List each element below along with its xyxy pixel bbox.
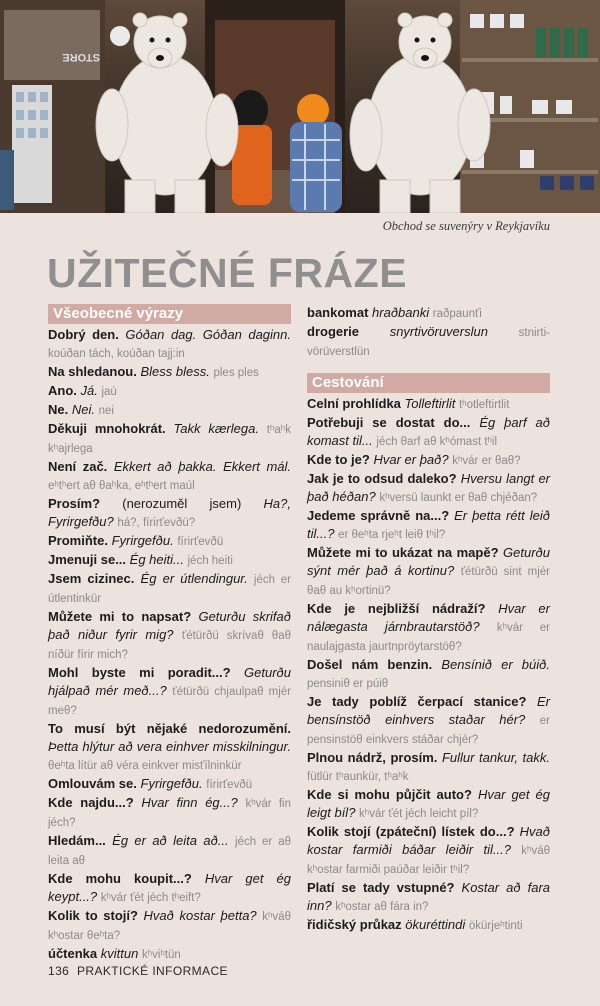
phrase-pronunciation: kʰvár fin jéch? bbox=[48, 798, 291, 829]
phrase-pronunciation: jaú bbox=[101, 386, 117, 398]
phrase-entry bbox=[307, 414, 550, 451]
phrase-pronunciation: jéch heiti bbox=[187, 555, 233, 567]
phrase-entry bbox=[48, 401, 291, 420]
phrase-pronunciation: er θeʰta rjeʰt leiθ tʰil? bbox=[338, 529, 446, 541]
phrase-entry bbox=[48, 775, 291, 794]
phrase-icelandic: Hvar get ég keypt...? bbox=[48, 871, 292, 904]
phrase-czech: Ano. bbox=[48, 383, 77, 398]
phrase-icelandic: Fullur tankur, takk. bbox=[441, 750, 550, 765]
phrase-pronunciation: kʰváθ kʰostar farmiði paúðar leiðir tʰil? bbox=[307, 845, 550, 876]
phrase-czech: Kde je nejbližší nádraží? bbox=[307, 601, 486, 616]
continued-phrases-list bbox=[307, 304, 550, 361]
phrase-entry bbox=[48, 794, 291, 832]
phrase-czech: Je tady poblíž čerpací stanice? bbox=[307, 694, 527, 709]
phrase-czech: Můžete mi to ukázat na mapě? bbox=[307, 545, 499, 560]
phrase-icelandic: Já. bbox=[80, 383, 98, 398]
cover-photo bbox=[0, 0, 600, 213]
phrase-entry bbox=[307, 916, 550, 935]
phrase-pronunciation: kʰviʰtün bbox=[141, 949, 181, 961]
phrase-czech: Platí se tady vstupné? bbox=[307, 880, 455, 895]
phrase-entry bbox=[48, 420, 291, 458]
phrase-pronunciation: kʰostar aθ fára in? bbox=[335, 901, 429, 913]
phrase-pronunciation: ťétürðü sint mjér θaθ au kʰortinü? bbox=[307, 566, 550, 597]
phrase-entry bbox=[48, 608, 291, 664]
phrase-czech: Mohl byste mi poradit...? bbox=[48, 665, 231, 680]
phrase-pronunciation: nei bbox=[98, 405, 114, 417]
phrase-entry bbox=[307, 786, 550, 823]
phrase-entry bbox=[48, 570, 291, 608]
phrase-czech: Celní prohlídka bbox=[307, 396, 401, 411]
photo-caption: Obchod se suvenýry v Reykjavíku bbox=[382, 219, 550, 233]
phrase-pronunciation: kʰversü launkt er θaθ chjéðan? bbox=[379, 492, 538, 504]
phrase-entry bbox=[48, 551, 291, 570]
phrase-czech: řidičský průkaz bbox=[307, 917, 402, 932]
phrase-icelandic: Ha?, Fyrirgefðu? bbox=[48, 496, 291, 529]
phrase-icelandic: Takk kærlega. bbox=[173, 421, 259, 436]
phrase-pronunciation: fütlür tʰaunkür, tʰaʰk bbox=[307, 771, 409, 783]
phrase-icelandic: hraðbanki bbox=[372, 305, 430, 320]
phrase-entry bbox=[307, 656, 550, 693]
phrase-pronunciation: raðpaunťi bbox=[432, 308, 482, 320]
phrase-icelandic: Geturðu skrifað það niður fyrir mig? bbox=[48, 609, 291, 642]
phrase-icelandic: Hvar er nálægasta járnbrautarstöð? bbox=[307, 601, 550, 634]
phrase-icelandic: Hversu langt er það héðan? bbox=[307, 471, 550, 504]
phrase-entry bbox=[307, 323, 550, 361]
phrase-icelandic: Hvar get ég leigt bíl? bbox=[307, 787, 550, 820]
phrase-czech: Ne. bbox=[48, 402, 69, 417]
phrase-entry bbox=[48, 363, 291, 382]
phrase-czech: Kde si mohu půjčit auto? bbox=[307, 787, 472, 802]
phrase-entry bbox=[307, 507, 550, 544]
phrase-entry bbox=[48, 870, 291, 907]
page-number: 136 bbox=[48, 964, 70, 978]
phrase-icelandic: Er bensínstöð einhvers staðar hér? bbox=[307, 694, 550, 727]
phrase-czech: Děkuji mnohokrát. bbox=[48, 421, 166, 436]
phrase-pronunciation: ples ples bbox=[213, 367, 259, 379]
phrase-czech: Na shledanou. bbox=[48, 364, 137, 379]
phrase-czech: účtenka bbox=[48, 946, 98, 961]
section-heading-general: Všeobecné výrazy bbox=[48, 304, 291, 324]
phrase-icelandic: ökuréttindi bbox=[405, 917, 466, 932]
phrase-czech: Hledám... bbox=[48, 833, 106, 848]
phrase-pronunciation: θeʰta lítür aθ véra einkver misťílninkür bbox=[48, 760, 242, 772]
phrase-pronunciation: er pensinstöθ einkvers stáðar chjér? bbox=[307, 715, 550, 746]
phrase-pronunciation: ťétürðü chjaulpaθ mjér meθ? bbox=[48, 686, 291, 717]
phrase-entry bbox=[48, 458, 291, 495]
phrase-pronunciation: kʰvár ťét jéch leicht píl? bbox=[359, 808, 479, 820]
phrase-pronunciation: kʰvár er θaθ? bbox=[452, 455, 521, 467]
phrase-czech: Není zač. bbox=[48, 459, 108, 474]
phrase-czech: bankomat bbox=[307, 305, 369, 320]
phrase-pronunciation: há?, fírirťevðü? bbox=[117, 517, 196, 529]
phrase-icelandic: Hvað kostar þetta? bbox=[143, 908, 257, 923]
phrase-pronunciation: jéch er aθ leita aθ bbox=[48, 836, 291, 867]
phrase-pronunciation: stnirtivörüverstlün bbox=[307, 327, 550, 358]
phrase-icelandic: Kostar að fara inn? bbox=[307, 880, 551, 913]
phrase-entry bbox=[48, 326, 291, 363]
phrase-icelandic: Hvar er það? bbox=[373, 452, 449, 467]
phrase-icelandic: Ég er að leita að... bbox=[112, 833, 229, 848]
phrase-icelandic: Geturðu hjálpað mér með...? bbox=[48, 665, 291, 698]
phrase-pronunciation: ökürjeʰtinti bbox=[468, 920, 523, 932]
section-heading-travel: Cestování bbox=[307, 373, 550, 393]
phrase-icelandic: Geturðu sýnt mér það á kortinu? bbox=[307, 545, 550, 578]
phrase-entry bbox=[307, 544, 550, 600]
phrase-icelandic: Bensínið er búið. bbox=[441, 657, 550, 672]
phrase-pronunciation: pensiniθ er púiθ bbox=[307, 678, 389, 690]
phrase-entry bbox=[307, 470, 550, 507]
phrase-pronunciation: tʰotleftirtlit bbox=[458, 399, 510, 411]
phrase-pronunciation: koúðan tách, koúðan tajj:in bbox=[48, 348, 185, 360]
phrase-czech: Jsem cizinec. bbox=[48, 571, 135, 586]
phrase-entry bbox=[307, 749, 550, 786]
phrase-icelandic: Er þetta rétt leið til...? bbox=[307, 508, 550, 541]
phrase-entry bbox=[48, 720, 291, 775]
phrase-pronunciation: jéch er útlentinkür bbox=[48, 574, 291, 605]
phrase-icelandic: kvittun bbox=[100, 946, 139, 961]
phrase-pronunciation: ťétürðü skrívaθ θaθ níðür fírir mich? bbox=[48, 630, 291, 661]
phrase-pronunciation: kʰvár ťét jéch tʰeift? bbox=[100, 892, 201, 904]
phrase-icelandic: Ég heiti... bbox=[129, 552, 184, 567]
phrase-pronunciation: kʰvár er naulajgasta jaurtnpröytarstöθ? bbox=[307, 622, 550, 653]
phrase-icelandic: Hvar finn ég...? bbox=[141, 795, 238, 810]
phrase-czech: drogerie bbox=[307, 324, 360, 339]
phrase-pronunciation: jéch θarf aθ kʰómast tʰil bbox=[376, 436, 498, 448]
phrase-icelandic: Fyrirgefðu. bbox=[111, 533, 174, 548]
phrase-czech: Promiňte. bbox=[48, 533, 108, 548]
phrase-czech: Kolik stojí (zpáteční) lístek do...? bbox=[307, 824, 515, 839]
phrase-note: (nerozuměl jsem) bbox=[122, 496, 242, 511]
phrase-czech: Omlouvám se. bbox=[48, 776, 137, 791]
phrase-entry bbox=[307, 451, 550, 470]
phrase-icelandic: Ég er útlendingur. bbox=[140, 571, 248, 586]
phrase-czech: Jedeme správně na...? bbox=[307, 508, 450, 523]
page-footer bbox=[48, 964, 228, 978]
phrase-czech: Kde najdu...? bbox=[48, 795, 134, 810]
phrase-icelandic: Ég þarf að komast til... bbox=[307, 415, 550, 448]
phrase-entry bbox=[48, 532, 291, 551]
phrase-czech: Kde to je? bbox=[307, 452, 370, 467]
phrase-entry bbox=[307, 395, 550, 414]
phrase-entry bbox=[307, 304, 550, 323]
phrase-czech: Jak je to odsud daleko? bbox=[307, 471, 457, 486]
phrase-icelandic: Nei. bbox=[71, 402, 95, 417]
phrase-icelandic: Ekkert að þakka. Ekkert mál. bbox=[113, 459, 292, 474]
page-title: UŽITEČNÉ FRÁZE bbox=[47, 250, 408, 296]
phrase-czech: To musí být nějaké nedorozumění. bbox=[48, 721, 291, 736]
phrase-czech: Kolik to stojí? bbox=[48, 908, 138, 923]
travel-phrases-list bbox=[307, 395, 550, 935]
phrase-entry bbox=[48, 495, 291, 532]
phrase-entry bbox=[48, 832, 291, 870]
store-sign-text: STORE bbox=[62, 51, 100, 63]
footer-section-title: PRAKTICKÉ INFORMACE bbox=[76, 964, 228, 978]
right-column bbox=[307, 304, 550, 935]
phrase-icelandic: Þetta hlýtur að vera einhver misskilningur. bbox=[48, 739, 291, 754]
phrase-entry bbox=[307, 823, 550, 879]
phrase-czech: Dobrý den. bbox=[48, 327, 119, 342]
phrase-icelandic: Tolleftirlit bbox=[404, 396, 456, 411]
phrase-czech: Jmenuji se... bbox=[48, 552, 127, 567]
phrase-czech: Můžete mi to napsat? bbox=[48, 609, 192, 624]
left-column bbox=[48, 304, 291, 964]
general-phrases-list bbox=[48, 326, 291, 964]
phrase-czech: Potřebuji se dostat do... bbox=[307, 415, 471, 430]
phrase-pronunciation: fírirťevðü bbox=[206, 779, 253, 791]
phrase-entry bbox=[48, 907, 291, 945]
phrase-icelandic: Hvað kostar farmiði báðar leiðir til...? bbox=[307, 824, 550, 857]
phrase-entry bbox=[48, 664, 291, 720]
phrase-pronunciation: fírirťevðü bbox=[177, 536, 224, 548]
phrase-entry bbox=[307, 879, 550, 916]
phrase-entry bbox=[307, 600, 550, 656]
phrase-icelandic: Bless bless. bbox=[140, 364, 210, 379]
souvenir-shop-illustration bbox=[0, 0, 600, 213]
phrase-czech: Plnou nádrž, prosím. bbox=[307, 750, 438, 765]
phrase-icelandic: Góðan dag. Góðan daginn. bbox=[125, 327, 291, 342]
phrase-icelandic: snyrtivöruverslun bbox=[389, 324, 488, 339]
phrase-pronunciation: kʰváθ kʰostar θeʰta? bbox=[48, 911, 291, 942]
phrase-entry bbox=[48, 382, 291, 401]
phrase-entry bbox=[307, 693, 550, 749]
phrase-entry bbox=[48, 945, 291, 964]
phrase-czech: Prosím? bbox=[48, 496, 101, 511]
phrase-icelandic: Fyrirgefðu. bbox=[140, 776, 203, 791]
phrase-pronunciation: eʰtʰert aθ θaʰka, eʰtʰert maúl bbox=[48, 480, 195, 492]
phrase-pronunciation: tʰaʰk kʰajrlega bbox=[48, 424, 291, 455]
phrase-czech: Kde mohu koupit...? bbox=[48, 871, 192, 886]
phrase-czech: Došel nám benzin. bbox=[307, 657, 433, 672]
